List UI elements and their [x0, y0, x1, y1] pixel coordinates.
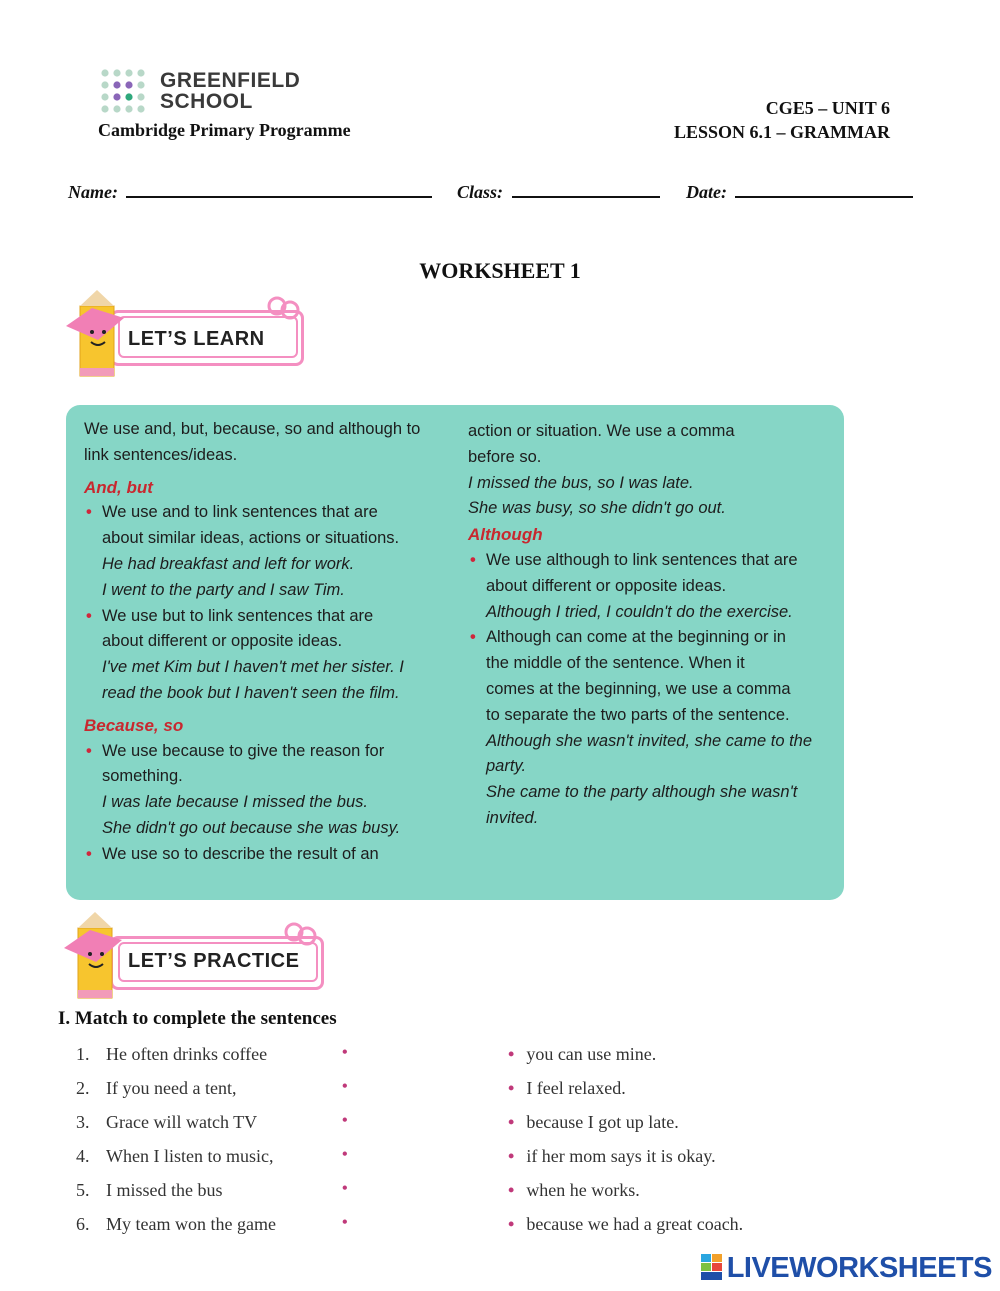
item-number: 5. — [76, 1180, 90, 1200]
grammar-rule-line: about different or opposite ideas. — [486, 576, 727, 595]
match-left-item — [76, 1112, 257, 1133]
example-sentence: He had breakfast and left for work. — [102, 554, 355, 573]
item-number: 1. — [76, 1044, 90, 1064]
grammar-rule-line: about different or opposite ideas. — [102, 632, 343, 651]
grammar-rule: • Although can come at the beginning or in — [468, 625, 838, 651]
grammar-left-column — [84, 417, 444, 868]
match-dot-left[interactable]: • — [342, 1112, 348, 1129]
item-number: 3. — [76, 1112, 90, 1132]
example-sentence: I was late because I missed the bus. — [102, 793, 368, 812]
match-dot-left[interactable]: • — [342, 1214, 348, 1231]
example-sentence: Although I tried, I couldn't do the exercise. — [486, 602, 793, 621]
match-right-item — [508, 1214, 743, 1235]
sentence-ending: when he works. — [526, 1180, 640, 1200]
grammar-rule: • We use because to give the reason for — [84, 739, 444, 765]
example-sentence: I've met Kim but I haven't met her sister. I — [102, 658, 404, 677]
match-right-item — [508, 1078, 626, 1099]
liveworksheets-logo-icon — [701, 1254, 723, 1280]
sentence-ending: I feel relaxed. — [526, 1078, 626, 1098]
grammar-rule-line: about similar ideas, actions or situations. — [102, 529, 400, 548]
grammar-text: link sentences/ideas. — [84, 445, 238, 464]
sentence-start: If you need a tent, — [106, 1078, 237, 1098]
sentence-start: He often drinks coffee — [106, 1044, 268, 1064]
grammar-rule-line: the middle of the sentence. When it — [486, 654, 745, 673]
grammar-rule: • We use and to link sentences that are — [84, 500, 444, 526]
sentence-start: My team won the game — [106, 1214, 276, 1234]
sentence-start: When I listen to music, — [106, 1146, 274, 1166]
lets-practice-label: LET’S PRACTICE — [128, 950, 300, 972]
grammar-right-column — [468, 419, 838, 832]
sentence-ending: because we had a great coach. — [526, 1214, 744, 1234]
example-sentence: read the book but I haven't seen the film. — [102, 683, 400, 702]
match-dot-right[interactable]: • — [508, 1180, 515, 1200]
match-left-item — [76, 1146, 273, 1167]
example-sentence: She came to the party although she wasn't — [486, 783, 798, 802]
item-number: 6. — [76, 1214, 90, 1234]
grammar-text: before so. — [468, 447, 542, 466]
match-dot-right[interactable]: • — [508, 1146, 515, 1166]
match-left-item — [76, 1044, 267, 1065]
match-right-item — [508, 1146, 716, 1167]
name-field[interactable] — [126, 180, 432, 198]
grammar-explanation-box — [66, 405, 844, 900]
name-label: Name: — [68, 182, 118, 202]
grammar-rule-line: something. — [102, 767, 183, 786]
student-info-row — [68, 180, 938, 203]
lets-learn-label: LET’S LEARN — [128, 328, 265, 350]
class-label: Class: — [456, 182, 503, 202]
sentence-ending: because I got up late. — [526, 1112, 679, 1132]
sentence-start: Grace will watch TV — [106, 1112, 258, 1132]
worksheet-title: WORKSHEET 1 — [419, 258, 581, 283]
match-dot-right[interactable]: • — [508, 1112, 515, 1132]
grammar-rule-line: to separate the two parts of the sentence. — [486, 705, 790, 724]
grammar-heading: Although — [468, 525, 543, 545]
item-number: 2. — [76, 1078, 90, 1098]
example-sentence: I went to the party and I saw Tim. — [102, 580, 345, 599]
sentence-ending: if her mom says it is okay. — [526, 1146, 716, 1166]
programme-name: Cambridge Primary Programme — [98, 120, 351, 140]
unit-lesson: CGE5 – UNIT 6 LESSON 6.1 – GRAMMAR — [673, 98, 890, 142]
date-field[interactable] — [735, 180, 913, 198]
section-title: I. Match to complete the sentences — [58, 1008, 337, 1029]
match-dot-left[interactable]: • — [342, 1180, 348, 1197]
date-label: Date: — [686, 182, 727, 202]
grammar-rule: • We use although to link sentences that are — [468, 548, 838, 574]
grammar-rule: • We use but to link sentences that are — [84, 604, 444, 630]
match-left-item — [76, 1180, 223, 1201]
grammar-text: We use and, but, because, so and although to — [84, 420, 421, 438]
grammar-heading: And, but — [84, 477, 153, 497]
match-dot-right[interactable]: • — [508, 1044, 515, 1064]
match-dot-right[interactable]: • — [508, 1078, 515, 1098]
lets-learn-banner — [62, 288, 312, 380]
match-right-item — [508, 1180, 640, 1201]
grammar-rule: • We use so to describe the result of an — [84, 842, 444, 868]
class-field[interactable] — [512, 180, 660, 198]
example-sentence: party. — [486, 757, 527, 776]
example-sentence: Although she wasn't invited, she came to the — [486, 731, 813, 750]
match-dot-right[interactable]: • — [508, 1214, 515, 1234]
sentence-start: I missed the bus — [106, 1180, 223, 1200]
match-right-item — [508, 1112, 679, 1133]
lets-practice-banner — [60, 910, 330, 1002]
match-left-item — [76, 1214, 276, 1235]
match-dot-left[interactable]: • — [342, 1044, 348, 1061]
example-sentence: She didn't go out because she was busy. — [102, 818, 401, 837]
match-dot-left[interactable]: • — [342, 1078, 348, 1095]
school-name: GREENFIELD SCHOOL — [160, 69, 301, 113]
sentence-ending: you can use mine. — [526, 1044, 657, 1064]
grammar-text: action or situation. We use a comma — [468, 422, 735, 440]
liveworksheets-brand: LIVEWORKSHEETS — [701, 1252, 992, 1285]
grammar-heading: Because, so — [84, 715, 184, 735]
grammar-rule-line: comes at the beginning, we use a comma — [486, 679, 791, 698]
example-sentence: I missed the bus, so I was late. — [468, 473, 694, 492]
example-sentence: She was busy, so she didn't go out. — [468, 499, 726, 518]
school-logo-icon — [100, 68, 152, 118]
match-right-item — [508, 1044, 656, 1065]
example-sentence: invited. — [486, 808, 539, 827]
match-dot-left[interactable]: • — [342, 1146, 348, 1163]
item-number: 4. — [76, 1146, 90, 1166]
match-left-item — [76, 1078, 236, 1099]
